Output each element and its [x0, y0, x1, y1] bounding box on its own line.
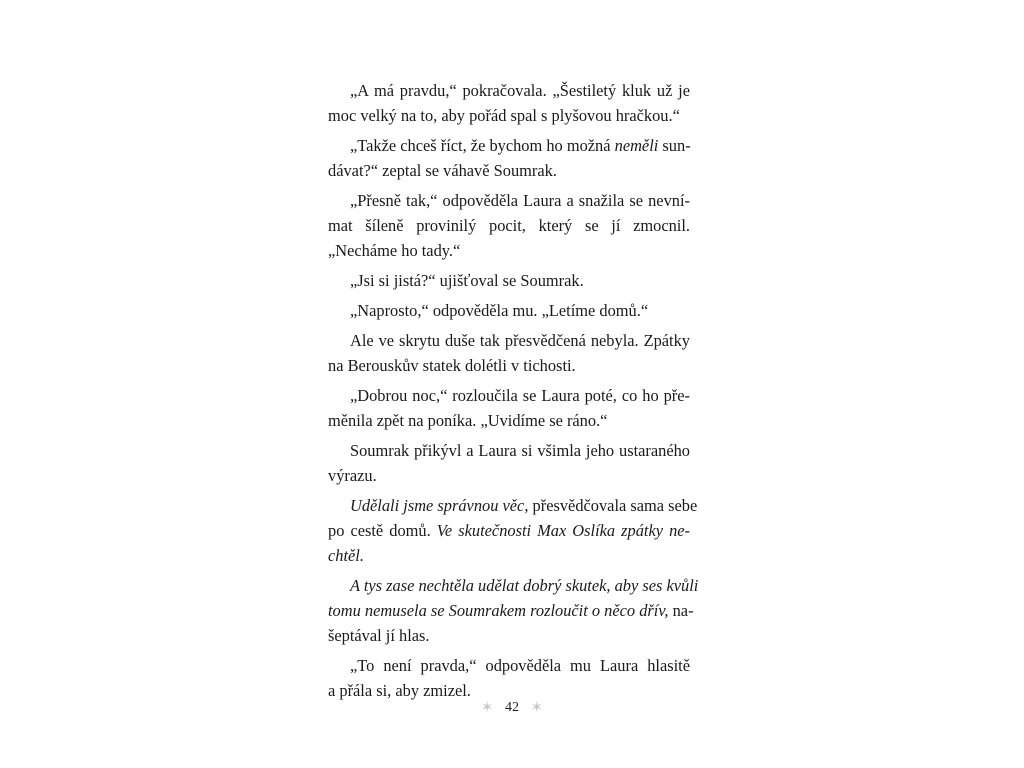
text-line	[328, 543, 690, 568]
text-line: šeptával jí hlas.	[328, 626, 430, 645]
paragraph-3	[328, 188, 690, 263]
text-line: mat šíleně provinilý pocit, který se jí zmocnil.	[328, 216, 690, 235]
text-line: na Berouskův statek dolétli v tichosti.	[328, 356, 576, 375]
text-line: „Dobrou noc,“ rozloučila se Laura poté, co ho pře-	[350, 386, 690, 405]
paragraph-6	[328, 328, 690, 378]
italic-thought: A tys zase nechtěla udělat dobrý skutek, aby ses kvůli	[350, 576, 699, 595]
paragraph-2	[328, 133, 690, 183]
page-footer	[0, 698, 1024, 717]
text-line	[328, 573, 699, 598]
paragraph-1	[328, 78, 690, 128]
paragraph-10	[328, 573, 699, 648]
paragraph-8	[328, 438, 690, 488]
italic-thought: chtěl.	[328, 546, 364, 565]
paragraph-4	[328, 268, 690, 293]
text-line: „To není pravda,“ odpověděla mu Laura hlasitě	[350, 656, 690, 675]
text-run: „Takže chceš říct, že bychom ho možná	[350, 136, 615, 155]
text-line: výrazu.	[328, 466, 377, 485]
italic-thought: tomu nemusela se Soumrakem rozloučit o něco dřív,	[328, 601, 669, 620]
text-line	[328, 133, 690, 158]
page-number: 42	[505, 699, 519, 715]
text-line: Soumrak přikývl a Laura si všimla jeho ustaraného	[350, 441, 690, 460]
paragraph-11	[328, 653, 690, 703]
paragraph-5	[328, 298, 690, 323]
italic-emphasis: neměli	[614, 136, 659, 155]
text-line: a přála si, aby zmizel.	[328, 681, 471, 700]
page-body-text	[328, 78, 699, 703]
star-ornament-icon: ✶	[480, 700, 494, 716]
text-line	[328, 518, 690, 543]
text-run: sun-	[658, 136, 691, 155]
text-line: Ale ve skrytu duše tak přesvědčená nebyla. Zpátky	[350, 331, 690, 350]
text-line: „A má pravdu,“ pokračovala. „Šestiletý kluk už je	[350, 81, 690, 100]
text-run: , přesvědčovala sama sebe	[524, 496, 698, 515]
text-line: „Přesně tak,“ odpověděla Laura a snažila se nevní-	[350, 191, 690, 210]
text-line: měnila zpět na poníka. „Uvidíme se ráno.“	[328, 411, 608, 430]
italic-thought: Udělali jsme správnou věc	[350, 496, 525, 515]
text-run: na-	[668, 601, 694, 620]
text-line	[328, 493, 698, 518]
text-line: dávat?“ zeptal se váhavě Soumrak.	[328, 161, 557, 180]
text-line: „Naprosto,“ odpověděla mu. „Letíme domů.“	[350, 301, 649, 320]
star-ornament-icon: ✶	[530, 700, 544, 716]
paragraph-9	[328, 493, 698, 568]
paragraph-7	[328, 383, 690, 433]
text-line: moc velký na to, aby pořád spal s plyšovou hračkou.“	[328, 106, 680, 125]
italic-thought: Ve skutečnosti Max Oslíka zpátky ne-	[436, 521, 690, 540]
text-line: „Necháme ho tady.“	[328, 241, 461, 260]
text-line: „Jsi si jistá?“ ujišťoval se Soumrak.	[350, 271, 584, 290]
text-run: po cestě domů.	[328, 521, 437, 540]
text-line	[328, 598, 694, 623]
